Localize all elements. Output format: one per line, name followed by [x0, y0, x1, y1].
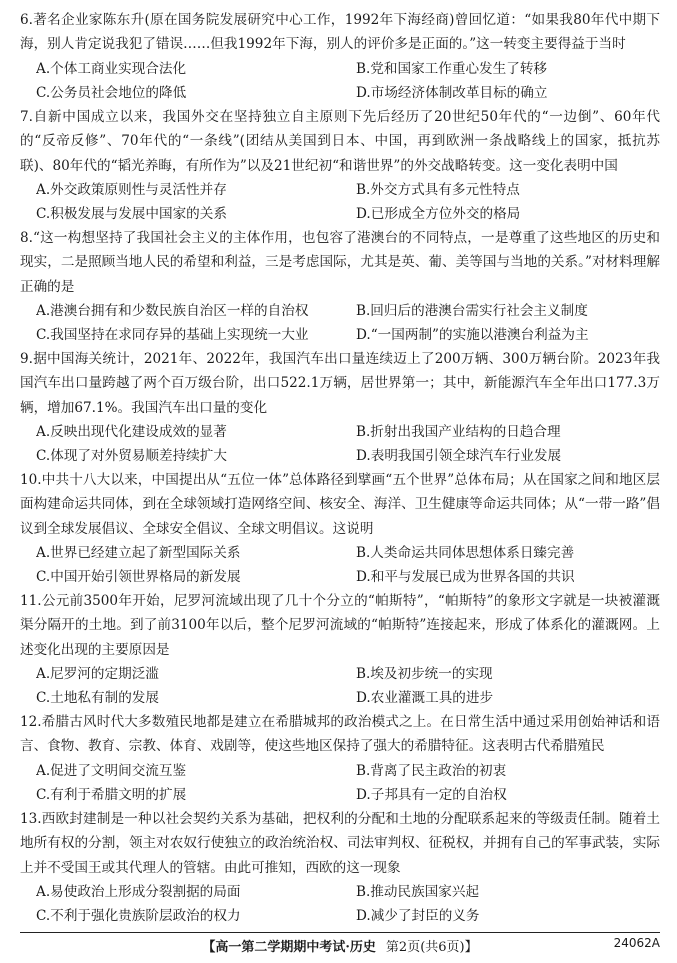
option-a: A.反映出现代化建设成效的显著 [36, 423, 227, 440]
question-9 [20, 347, 660, 468]
option-list [20, 880, 660, 929]
question-stem: 11.公元前3500年开始，尼罗河流域出现了几十个分立的“帕斯特”，“帕斯特”的象形文字就是一块被灌溉渠分隔开的土地。到了前3100年以后，整个尼罗河流域的“帕斯特”连接起来，形成了体系化的灌溉网。上述变化出现的主要原因是 [20, 593, 660, 658]
option-b: B.回归后的港澳台需实行社会主义制度 [356, 302, 588, 319]
option-a: A.易使政治上形成分裂割据的局面 [36, 883, 241, 900]
option-b: B.埃及初步统一的实现 [356, 665, 493, 682]
option-c: C.不利于强化贵族阶层政治的权力 [36, 908, 241, 925]
option-list [20, 420, 660, 469]
option-a: A.个体工商业实现合法化 [36, 60, 187, 77]
question-6 [20, 8, 660, 105]
option-list [20, 541, 660, 590]
option-list [20, 759, 660, 808]
question-7 [20, 105, 660, 226]
option-a: A.港澳台拥有和少数民族自治区一样的自治权 [36, 302, 309, 319]
option-b: B.折射出我国产业结构的日趋合理 [356, 423, 561, 440]
question-stem: 9.据中国海关统计，2021年、2022年，我国汽车出口量连续迈上了200万辆、300万辆台阶。2023年我国汽车出口量跨越了两个百万级台阶，出口522.1万辆，居世界第一；其中，新能源汽车全年出口177.3万辆，增加67.1%。我国汽车出口量的变化 [20, 351, 660, 416]
option-d: D.“一国两制”的实施以港澳台利益为主 [356, 327, 589, 344]
option-b: B.推动民族国家兴起 [356, 883, 480, 900]
option-d: D.子邦具有一定的自治权 [356, 786, 507, 803]
question-stem: 8.“这一构想坚持了我国社会主义的主体作用，也包容了港澳台的不同特点，一是尊重了这些地区的历史和现实，二是照顾当地人民的希望和利益，三是考虑国际，尤其是英、葡、美等国与当地的关系。”对材料理解正确的是 [20, 230, 660, 295]
question-stem: 10.中共十八大以来，中国提出从“五位一体”总体路径到擘画“五个世界”总体布局；从在国家之间和地区层面构建命运共同体，到在全球领域打造网络空间、核安全、海洋、卫生健康等命运共同体；从“一带一路”倡议到全球发展倡议、全球安全倡议、全球文明倡议。这说明 [20, 472, 660, 537]
option-d: D.减少了封臣的义务 [356, 908, 480, 925]
question-stem: 6.著名企业家陈东升(原在国务院发展研究中心工作，1992年下海经商)曾回忆道：“如果我80年代中期下海，别人肯定说我犯了错误……但我1992年下海，别人的评价多是正面的。”这一转变主要得益于当时 [20, 12, 660, 53]
option-b: B.背离了民主政治的初衷 [356, 762, 507, 779]
option-a: A.世界已经建立起了新型国际关系 [36, 544, 241, 561]
question-stem: 12.希腊古风时代大多数殖民地都是建立在希腊城邦的政治模式之上。在日常生活中通过采用创始神话和语言、食物、教育、宗教、体育、戏剧等，使这些地区保持了强大的希腊特征。这表明古代希腊殖民 [20, 714, 660, 755]
footer-page-number: 第2页(共6页)】 [385, 940, 478, 955]
option-d: D.市场经济体制改革目标的确立 [356, 84, 548, 101]
option-d: D.表明我国引领全球汽车行业发展 [356, 448, 562, 465]
option-c: C.公务员社会地位的降低 [36, 84, 187, 101]
option-b: B.外交方式具有多元性特点 [356, 181, 520, 198]
page-footer [20, 932, 660, 955]
footer-title-group [20, 936, 660, 955]
option-d: D.农业灌溉工具的进步 [356, 690, 494, 707]
question-10 [20, 468, 660, 589]
option-b: B.人类命运共同体思想体系日臻完善 [356, 544, 575, 561]
option-list [20, 57, 660, 106]
option-c: C.积极发展与发展中国家的关系 [36, 206, 227, 223]
option-d: D.和平与发展已成为世界各国的共识 [356, 569, 575, 586]
option-a: A.外交政策原则性与灵活性并存 [36, 181, 227, 198]
option-a: A.尼罗河的定期泛滥 [36, 665, 159, 682]
option-c: C.体现了对外贸易顺差持续扩大 [36, 448, 227, 465]
question-12 [20, 710, 660, 807]
option-c: C.有利于希腊文明的扩展 [36, 786, 187, 803]
question-stem: 7.自新中国成立以来，我国外交在坚持独立自主原则下先后经历了20世纪50年代的“一边倒”、60年代的“反帝反修”、70年代的“一条线”(团结从美国到日本、中国，再到欧洲一条战略线上的国家，抵抗苏联)、80年代的“韬光养晦，有所作为”以及21世纪初“和谐世界”的外交战略转变。这一变化表明中国 [20, 109, 660, 174]
option-a: A.促进了文明间交流互鉴 [36, 762, 187, 779]
question-stem: 13.西欧封建制是一种以社会契约关系为基础，把权利的分配和土地的分配联系起来的等级责任制。随着土地所有权的分割，领主对农奴行使独立的政治统治权、司法审判权、征税权，并拥有自己的军事武装，实际上并不受国王或其代理人的管辖。由此可推知，西欧的这一现象 [20, 811, 660, 876]
footer-title: 【高一第二学期期中考试·历史 [202, 940, 376, 955]
option-list [20, 299, 660, 348]
option-c: C.土地私有制的发展 [36, 690, 159, 707]
question-11 [20, 589, 660, 710]
question-13 [20, 807, 660, 928]
option-d: D.已形成全方位外交的格局 [356, 206, 521, 223]
option-list [20, 662, 660, 711]
question-8 [20, 226, 660, 347]
option-list [20, 178, 660, 227]
option-c: C.我国坚持在求同存异的基础上实现统一大业 [36, 327, 309, 344]
option-b: B.党和国家工作重心发生了转移 [356, 60, 548, 77]
footer-code: 24062A [613, 936, 660, 950]
option-c: C.中国开始引领世界格局的新发展 [36, 569, 241, 586]
